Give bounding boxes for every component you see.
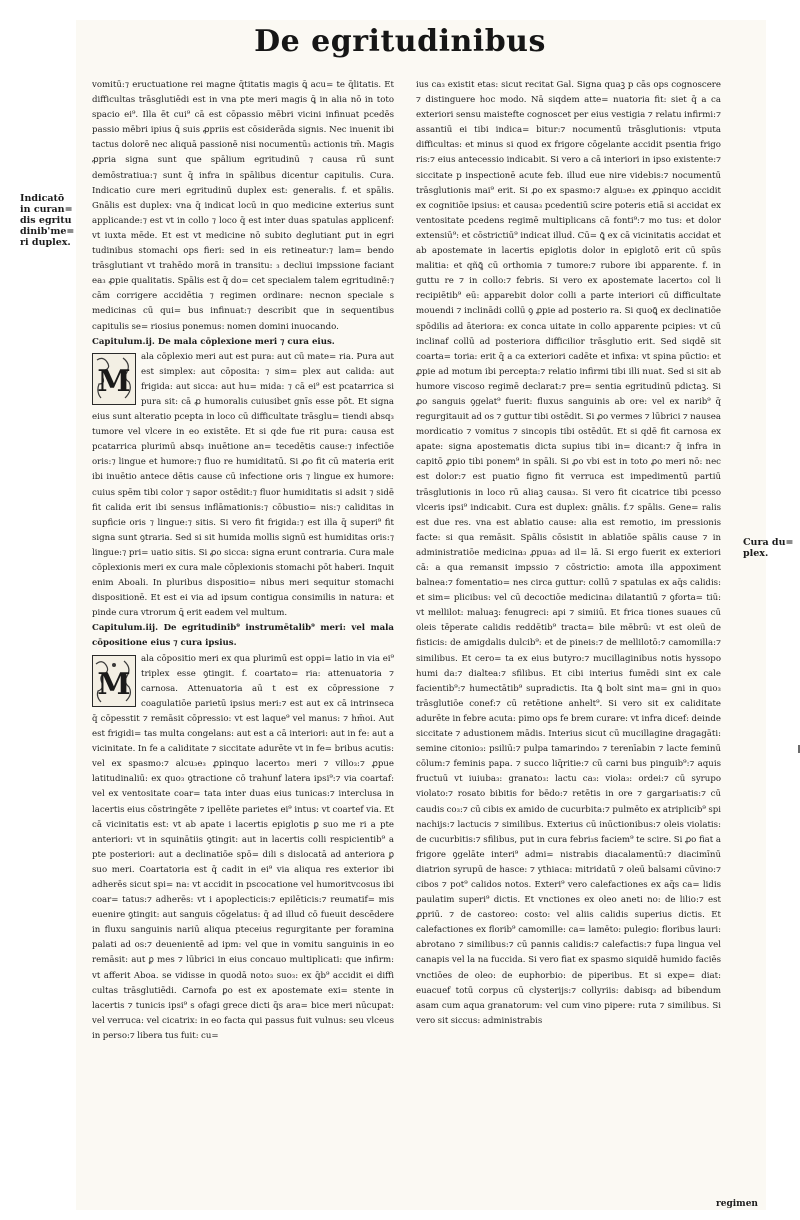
chapter-3-title: Capitulum.iij. De egritudinib⁹ instrumētalib⁹ meri: vel mala cōpositione eius ⁊ cura ipsius. (92, 623, 394, 649)
margin-note-line: dis egritu (20, 215, 72, 226)
margin-note-right (743, 537, 795, 559)
margin-note-line: ri duplex. (20, 237, 71, 248)
paragraph-chapter-3: ala cōpositio meri ex qua plurimū est oppi= latio in via ei⁹ triplex esse ꝯtingit. f. coartato= ria: attenuatoria ⁊ carnosa. Attenuatoria aū t est ex cōpressione ⁊ coagulatiōe parietū ipsius meri:⁊ est aut ex cā intrinseca q̄ cōpesstit ⁊ remāsit cōpressio: vt est laque⁹ vel manus: ⁊ hm̄oi. Aut est frigidi= tas multa congelans: aut est a cā interiori: aut in fe: aut a vicinitate. In fe a caliditate ⁊ siccitate adurēte vt in fe= bribus acutis: vel ex spasmo:⁊ alcu₃e₃ ꝓpinquo lacerto₃ meri ⁊ villo₃:⁊ ꝓpue latitudinaliū: ex quo₃ ꝯtractione cō trahunf latera ipsi⁹:⁊ via coartaf: vel ex ventositate coar= tata inter duas eius tunicas:⁊ interclusa in lacertis eius cōstringēte ⁊ ipellēte parietes ei⁹ intus: vt coartef via. Et cā vicinitatis est: vt ab apate i lacertis epiglotis ꝑ suo me ri a pte anteriori: vt in squinātiis ꝯtingit: aut in lacertis colli respicientib⁹ a pte posteriori: aut a declinatiōe spō= dili s dislocatā ad anteriora ꝑ suo meri. Coartatoria est q̄ cadit in ei⁹ via aliqua res exterior ibi adherēs sicut spi= na: vt accidit in pscocatione vel humoritvcosus ibi coar= tatus:⁊ adherēs: vt i apoplecticis:⁊ epilēticis:⁊ reumatif= mis euenire ꝯtingit: aut sanguis cōgelatus: q̄ ad illud cō fueuit descēdere in fluxu sanguinis nariū aliqua pteceius regurgitante per foramina palati ad os:⁊ deuenientē ad ipm: vel que in vomitu sanguinis in eo remāsit: aut ꝑ mes ⁊ lūbrici in eius concauo multiplicati: que infirm: vt afferit Aboa. se vidisse in quodā noto₃ suo₃: ex q̄b⁹ accidit ei diffi cultas trāsglutiēdi. Carnofa ꝑo est ex apostemate exi= stente in lacertis ⁊ tunicis ipsi⁹ s ofagi grece dicti q̄s ara= bice meri nūcupat: vel verruca: vel cicatrix: in eo facta qui passus fuit vulnus: seu vlceus in perso:⁊ libera tus fuit: cu= (92, 653, 394, 1041)
svg-text:M: M (97, 363, 131, 399)
chapter-2-title: Capitulum.ij. De mala cōplexione meri ⁊ cura eius. (92, 336, 335, 347)
margin-note-line: Cura du= (743, 537, 794, 548)
catchword: regimen (716, 1199, 758, 1209)
decorated-initial-m-icon (92, 353, 136, 405)
margin-note-left (20, 193, 90, 248)
right-column (416, 78, 721, 1213)
paragraph-right: ius ca₃ existit etas: sicut recitat Gal. Signa quaꝫ p cās ops cognoscere ⁊ distinguere hoc modo. Nā siqdem atte= nuatoria fit: siet q̄ a ca exteriori sensu maistefte cognoscet per eius vestigia ⁊ relatu infirmi:⁊ assantiū ei tibi indica= bitur:⁊ nocumentū trāsglutionis: vtputa difficultas: et minus si quod ex frigore cōgelante accidit psentia frigo ris:⁊ eius antecessio indicabit. Si vero a cā interiori in ipso existente:⁊ siccitate p inspectionē acute feb. illud eue nire videbis:⁊ nocumentū trāsglutionis mai⁹ erit. Si ꝓo ex spasmo:⁊ algu₃e₃ ex ꝓpinquo accidit ex cognitiōe ipsius: et causa₃ pcedentiū scire poteris etiā si accidat ex ventositate pcedens regimē multiplicans cā fonti⁹:⁊ mo tus: et dolor extensiū⁹: et cōstrictiū⁹ indicat illud. Cū= ꝗ̄ ex cā vicinitatis accidat et ab apostemate in lacertis epiglotis dolor in epiglotō erit cū spūs malitia: et qñꝗ̄ cū orthomia ⁊ tumore:⁊ rubore ibi apparente. f. in guttu re ⁊ in collo:⁊ febris. Si vero ex apostemate lacerto₃ col li recipiētib⁹ eū: apparebit dolor colli a parte interiori cū difficultate mouendi ⁊ inclinādi collū ꝯ ꝓpie ad posterio ra. Si quoꝗ̄ ex declinatiōe spōdilis ad āteriora: ex conca uitate in collo apparente pcipies: vt cū inclinaf collū ad posteriora difficilior trāsglutio erit. Sed siqdē sit coarta= toria: erit q̄ a ca exteriori cadēte et infixa: vt spina pūctio: et ꝓpie ad motum ibi percepta:⁊ relatio infirmi tibi illi nuat. Sed si sit ab humore viscoso regimē declarat:⁊ pre= sentia egritudinū pdictaꝫ. Si ꝓo sanguis ꝯgelat⁹ fuerit: fluxus sanguinis ab ore: vel ex narib⁹ q̄ regurgitauit ad os ⁊ guttur tibi ostēdit. Si ꝓo vermes ⁊ lūbrici ⁊ nausea mordicatio ⁊ vomitus ⁊ sincopis tibi ostēdūt. Et si qdē fit carnosa ex apate: signa apostematis dicta supius tibi in= dicant:⁊ q̄ infra in capitō ꝓpio tibi ponem⁹ in spāli. Si ꝓo vbi est in toto ꝓo meri nō: nec est dolor:⁊ est puatio figno fit verruca est impedimentū partiū trāsglutionis in loco rū aliaꝫ causa₃. Si vero fit cicatrice tibi pcesso vlceris ipsi⁹ indicabit. Cura est duplex: gnālis. f.⁊ spālis. Gene= ralis est due res. vna est ablatio cause: alia est remotio, im pressionis facte: si qua remāsit. Spālis cōsistit in ablatiōe spālis cause ⁊ in administratiōe medicina₃ ꝓpua₃ ad il= lā. Si ergo fuerit ex exteriori cā: a qua remansit impssio ⁊ cōstrictio: amota illa appoximent balnea:⁊ fomentatio= nes circa guttur: collū ⁊ spatulas ex aq̄s calidis: et sim= plicibus: vel cū decoctiōe medicina₃ dilatantiū ⁊ ꝯforta= tiū: vt mellilot: maluaꝫ: fenugreci: api ⁊ simiiū. Et frica tiones suaues cū oleis tēperate calidis reddētib⁹ tracta= bile mēbrū: vt est oleū de fisticis: de amigdalis dulcib⁹: et de pineis:⁊ de mellilotō:⁊ camomilla:⁊ similibus. Et cero= ta ex eius butyro:⁊ mucillaginibus notis hyssopo humi da:⁊ dialtea:⁊ sfilibus. Et cibi interius fumēdi sint ex cale facientib⁹:⁊ humectātib⁹ supradictis. Ita ꝗ̄ bolt sint ma= gni in quo₃ trāsglutiōe conef:⁊ cū retētione anhelt⁹. Si vero sit ex caliditate adurēte in febre acuta: pimo ops fe brem curare: vt infra dicef: deinde siccitate ⁊ adustionem mādis. Interius sicut cū mucillagine dragagāti: semine citonio₃: psiliū:⁊ pulpa tamarindo₃ ⁊ terenīabin ⁊ lacte feminū cōlum:⁊ feminis papa. ⁊ succo liq̄ritie:⁊ cū carni bus pinguib⁹:⁊ aquis fructuū vt iuiuba₃: granato₃: lactu ca₃: viola₃: ordei:⁊ cū syrupo violato:⁊ rosato bibitis for bēdo:⁊ retētis in ore ⁊ gargari₃atis:⁊ cū caudis co₃:⁊ cū cibis ex amido de cucurbita:⁊ pulmēto ex atriplicib⁹ spi nachijs:⁊ lactucis ⁊ similibus. Exterius cū inūctionibus:⁊ oleis violatis: de cucurbitis:⁊ sfilibus, put in cura febri₃s faciem⁹ te scire. Si ꝓo fiat a frigore ꝯgelāte interi⁹ admi= nistrabis diacalamentū:⁊ diacimīnū diatrion syrupū de hasce: ⁊ ythiaca: mitridatū ⁊ oleū balsami cūvino:⁊ cibos ⁊ pot⁹ calidos notos. Exteri⁹ vero calefactiones ex aq̄s ca= lidis paulatim superi⁹ dictis. Et vnctiones ex oleo aneti no: de lilio:⁊ est ꝓpriū. ⁊ de castoreo: costo: vel aliis calidis superius dictis. Et calefactiones ex florib⁹ camomille: ca= lamēto: pulegio: floribus lauri: abrotano ⁊ similibus:⁊ cū pannis calidis:⁊ calefactis:⁊ fupa lingua vel canapis vel la na fuccida. Si vero fiat ex spasmo siquidē humido faciēs vnctiōes de oleo: de euphorbio: de piperibus. Et si expe= diat: euacuef totū corpus cū clysterijs:⁊ collyriis: dabisq₃ ad bibendum asam cum aqua granatorum: vel cum vino pipere: ruta ⁊ similibus. Si vero sit siccus: administrabis (416, 80, 721, 1026)
margin-note-line: plex. (743, 548, 769, 559)
svg-text:M: M (97, 666, 131, 702)
margin-note-line: in curan= (20, 204, 73, 215)
margin-note-line: Indicatō (20, 193, 65, 204)
running-heading: De egritudinibus (254, 24, 546, 59)
decorated-initial-m-icon (92, 655, 136, 707)
left-column (92, 78, 394, 1213)
paragraph-intro: vomitū:⁊ eructuatione rei magne q̄titatis magis ꝗ̄ acu= te q̄litatis. Et difficultas trāsglutiēdi est in vna pte meri magis ꝗ̄ in alia nō in toto spacio ei⁹. Illa ēt cui⁹ cā est cōpassio mēbri vicini infinuat pcedēs passio mēbri ipius ꝗ̄ suis ꝓpriis est cōsiderāda signis. Nec inuenit ibi tactus dolorē nec aliquā passionē nisi nocumentū₃ actionis tm̄. Magis ꝓpria signa sunt que spālium egritudinū ⁊ causa rū sunt demōstratiua:⁊ sunt q̄ infra in spālibus dicentur capitulis. Cura. Indicatio cure meri egritudinū duplex est: generalis. f. et spālis. Gnālis est duplex: vna q̄ indicat locū in quo medicine exterius sunt applicande:⁊ est vt in collo ⁊ loco q̄ est inter duas spatulas applicenf: vt iuxta mēde. Et est vt medicine nō subito deglutiant ꝑut in egri tudinibus stomachi ops fieri: sed in eis retineatur:⁊ lam= bendo trāsglutiant vt trahēdo morā in transitu: ₃ decliui impssione faciant ea₃ ꝓpie qualitatis. Spālis est q̄ do= cet specialem talem egritudinē:⁊ cām corrigere accidētia ⁊ regimen ordinare: necnon speciale s medicinas cū qui= bus infinuat:⁊ describit que in sequentibus capitulis se= riosius ponemus: nomen domini inuocando. (92, 80, 394, 332)
margin-note-line: dinib'me= (20, 226, 75, 237)
paragraph-chapter-2: ala cōplexio meri aut est pura: aut cū mate= ria. Pura aut est simplex: aut cōposita: ⁊ sim= plex aut calida: aut frigida: aut sicca: aut hu= mida: ⁊ cā ei⁹ est pcatarrica si pura sit: cā ꝓ humoralis cuiusibet gnīs esse pōt. Et signa eius sunt alteratio pcepta in loco cū difficultate trāsglu= tiendi absq₃ tumore vel vlcere in eo existēte. Et si qde fue rit pura: causa est pcatarrica plurimū absq₃ inuētione an= tecedētis cause:⁊ infectiōe oris:⁊ lingue et humore:⁊ fluo re humiditatū. Si ꝓo fit cū materia erit ibi inuētio antece dētis cause cū infectione oris ⁊ lingue ex humore: cuius spēm tibi color ⁊ sapor ostēdit:⁊ fluor humiditatis si adsit ⁊ sidē fit calida erit ibi sensus inflāmationis:⁊ cōbustio= nis:⁊ caliditas in supficie oris ⁊ lingue:⁊ sitis. Si vero fit frigida:⁊ est illa q̄ superi⁹ fit signa sunt ꝯtraria. Sed si sit humida mollis signū est humiditas oris:⁊ lingue:⁊ pri= uatio sitis. Si ꝓo sicca: signa erunt contraria. Cura male cōplexionis meri ex cura male cōplexionis stomachi pōt haberi. Inquit enim Aboali. In pluribus dispositio= nibus meri sequitur stomachi dispositionē. Et est ei via ad ipsum contigua consimilis in natura: et pinde cura vtrorum ꝗ̄ erit eadem vel multum. (92, 351, 394, 619)
